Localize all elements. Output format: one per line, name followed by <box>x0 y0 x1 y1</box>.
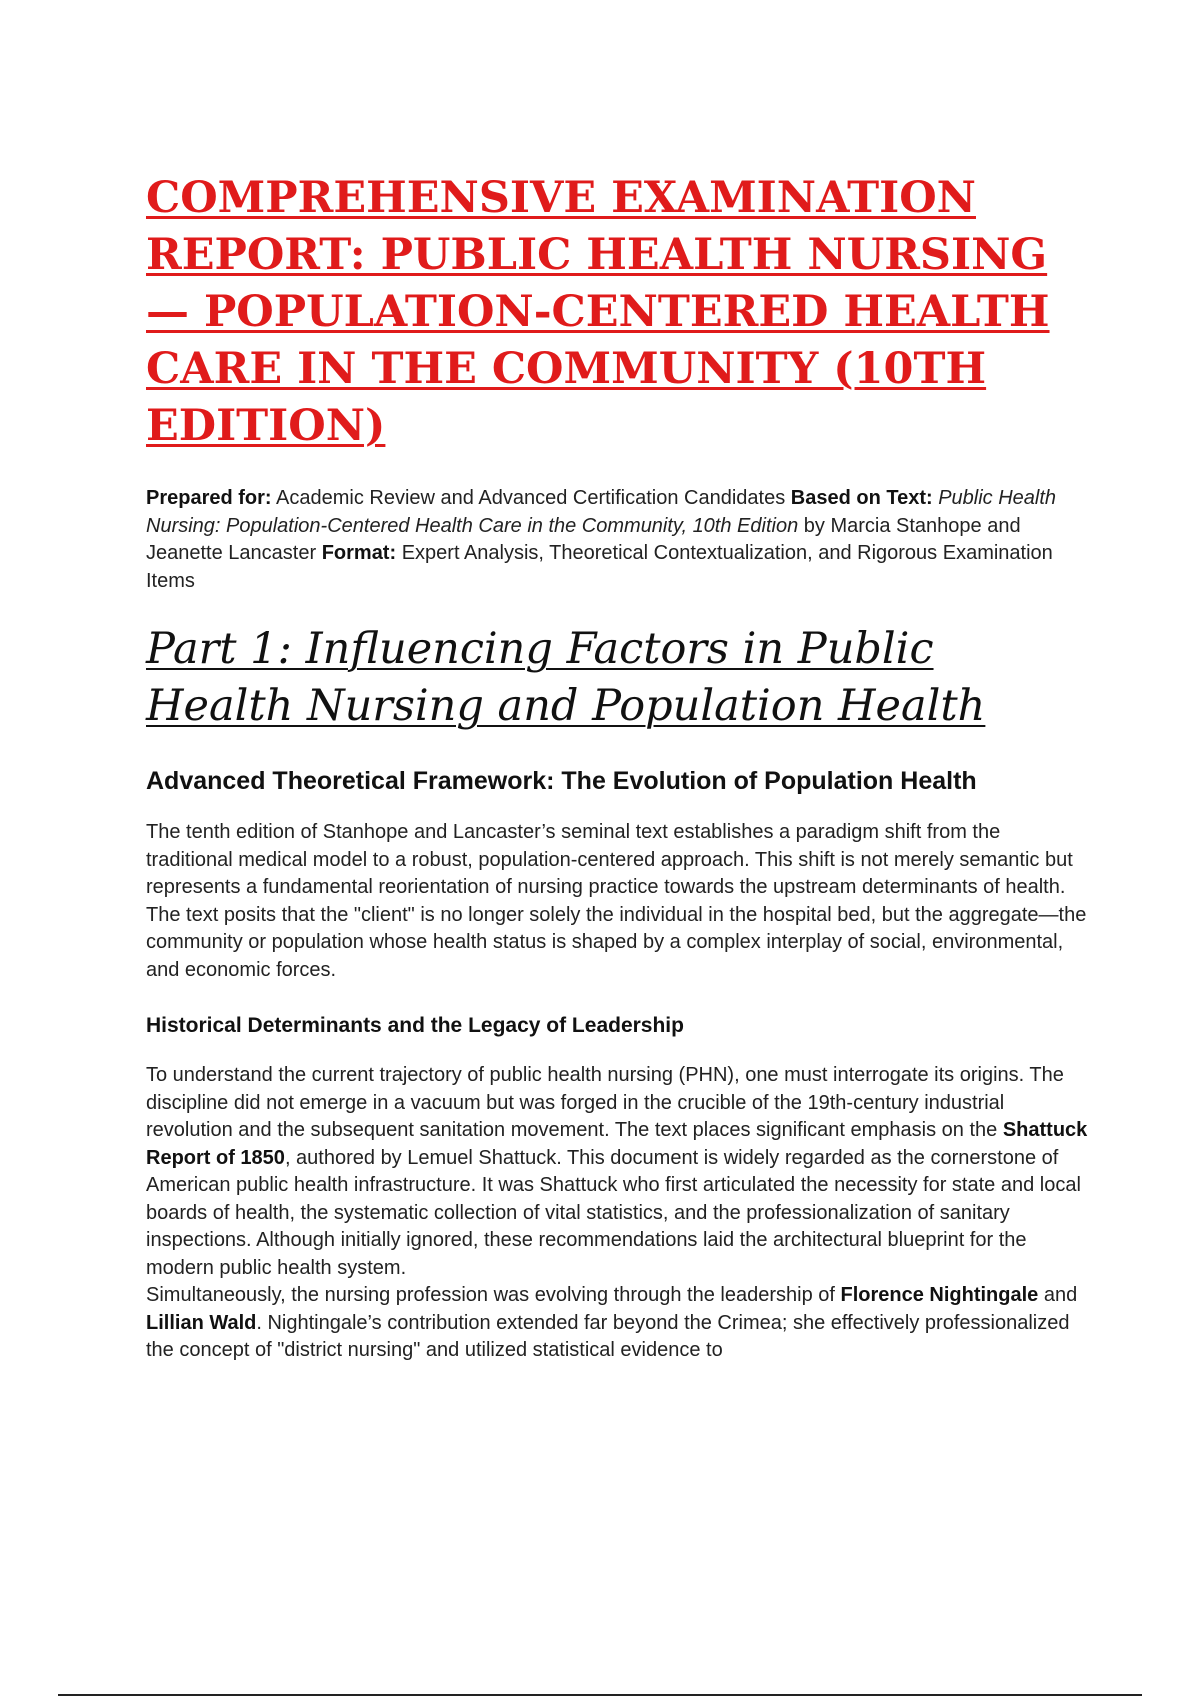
section-paragraph-shattuck <box>146 1062 1090 1282</box>
format-label: Format: <box>321 542 397 564</box>
prepared-for-value: Academic Review and Advanced Certification Candidates <box>271 487 791 509</box>
based-on-book-title: Public Health Nursing: Population-Centered Health Care in the Community, 10th Edition <box>146 487 1057 537</box>
section-paragraph-theoretical-framework: The tenth edition of Stanhope and Lancaster’s seminal text establishes a paradigm shift from the traditional medical model to a robust, population-centered approach. This shift is not merely semantic but represents a fundamental reorientation of nursing practice towards the upstream determinants of health. The text posits that the "client" is no longer solely the individual in the hospital bed, but the aggregate—the community or population whose health status is shaped by a complex interplay of social, environmental, and economic forces. <box>146 821 1087 981</box>
based-on-authors: by Marcia Stanhope and Jeanette Lancaster <box>146 514 1021 564</box>
shattuck-report-bold: Shattuck Report of 1850 <box>146 1119 1088 1169</box>
paragraph-text: Simultaneously, the nursing profession was evolving through the leadership of <box>146 1284 841 1306</box>
prepared-for-label: Prepared for: <box>146 487 272 509</box>
paragraph-text: . Nightingale’s contribution extended far beyond the Crimea; she effectively professionalized the concept of "district nursing" and utilized statistical evidence to <box>146 1311 1070 1361</box>
section-paragraph-nightingale <box>146 1282 1090 1365</box>
document-page <box>146 170 1090 1365</box>
section-heading-theoretical-framework: Advanced Theoretical Framework: The Evolution of Population Health <box>146 767 977 795</box>
section-heading-historical-determinants: Historical Determinants and the Legacy of Leadership <box>146 1014 684 1037</box>
paragraph-text: To understand the current trajectory of public health nursing (PHN), one must interrogate its origins. The discipline did not emerge in a vacuum but was forged in the crucible of the 19th-century industrial revolution and the subsequent sanitation movement. The text places significant emphasis on the <box>146 1064 1064 1141</box>
based-on-label: Based on Text: <box>790 487 933 509</box>
paragraph-text: , authored by Lemuel Shattuck. This document is widely regarded as the cornerstone of American public health infrastructure. It was Shattuck who first articulated the necessity for state and local boards of health, the systematic collection of vital statistics, and the professionalization of sanitary inspections. Although initially ignored, these recommendations laid the architectural blueprint for the modern public health system. <box>146 1146 1081 1279</box>
florence-nightingale-bold: Florence Nightingale <box>840 1284 1039 1306</box>
lillian-wald-bold: Lillian Wald <box>146 1311 257 1334</box>
part-1-title: Part 1: Influencing Factors in Public Health Nursing and Population Health <box>146 624 986 731</box>
document-metadata <box>146 485 1090 595</box>
paragraph-text: and <box>1038 1284 1078 1306</box>
page-bottom-rule <box>58 1694 1142 1696</box>
format-value: Expert Analysis, Theoretical Contextualization, and Rigorous Examination Items <box>146 542 1053 592</box>
document-title: COMPREHENSIVE EXAMINATION REPORT: PUBLIC HEALTH NURSING — POPULATION-CENTERED HEALTH CARE IN THE COMMUNITY (10TH EDITION) <box>146 173 1050 451</box>
